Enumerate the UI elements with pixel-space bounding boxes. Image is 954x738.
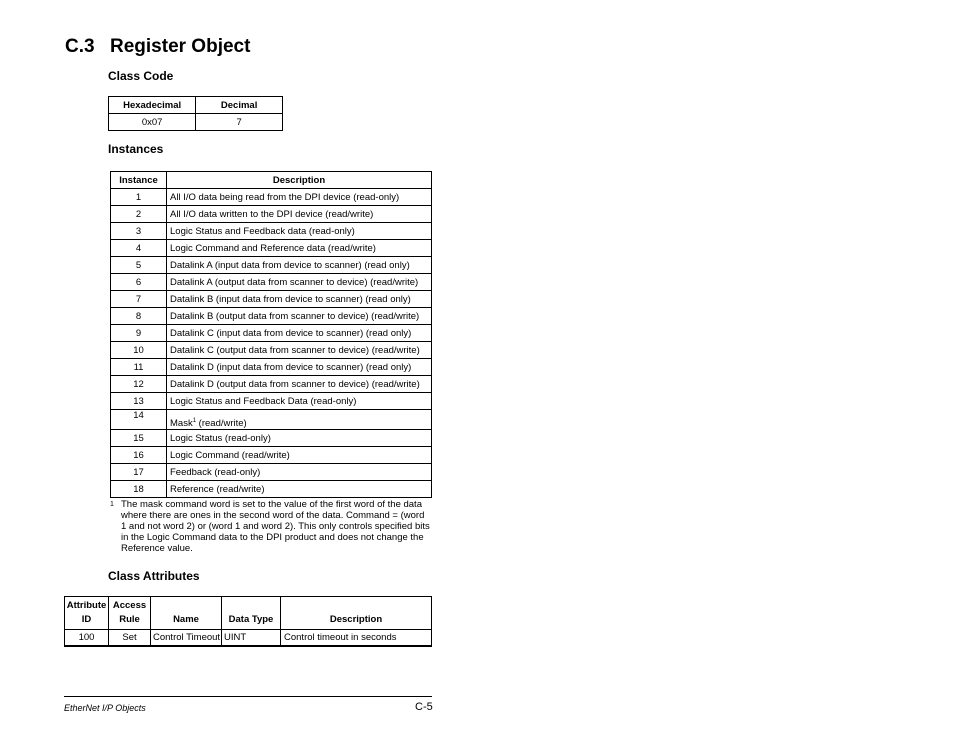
table-header: Data Type	[222, 597, 281, 630]
table-header: Instance	[111, 172, 167, 189]
table-cell: Logic Command (read/write)	[167, 447, 432, 464]
table-cell: All I/O data being read from the DPI device (read-only)	[167, 189, 432, 206]
table-cell: Set	[109, 630, 151, 647]
table-cell: 5	[111, 257, 167, 274]
class-attributes-heading: Class Attributes	[108, 569, 200, 583]
table-cell: 8	[111, 308, 167, 325]
table-row	[111, 481, 432, 498]
mask-suffix: (read/write)	[196, 418, 247, 429]
table-cell: All I/O data written to the DPI device (read/write)	[167, 206, 432, 223]
table-row	[111, 308, 432, 325]
table-cell: UINT	[222, 630, 281, 647]
table-cell: 100	[65, 630, 109, 647]
table-cell: Logic Status (read-only)	[167, 430, 432, 447]
table-cell: Datalink A (output data from scanner to device) (read/write)	[167, 274, 432, 291]
table-row	[111, 342, 432, 359]
table-cell: 4	[111, 240, 167, 257]
header-line: Rule	[119, 614, 140, 625]
header-line: ID	[81, 614, 92, 625]
table-cell: Control timeout in seconds	[281, 630, 432, 647]
table-cell: 12	[111, 376, 167, 393]
footnote-reference: 1	[192, 417, 197, 424]
table-row	[111, 274, 432, 291]
table-cell: 2	[111, 206, 167, 223]
table-cell: 15	[111, 430, 167, 447]
table-row	[111, 430, 432, 447]
table-row	[111, 393, 432, 410]
table-cell: Datalink D (input data from device to scanner) (read only)	[167, 359, 432, 376]
table-row	[111, 447, 432, 464]
table-header: Description	[167, 172, 432, 189]
table-cell: Logic Status and Feedback data (read-only)	[167, 223, 432, 240]
table-header: Description	[281, 597, 432, 630]
table-cell	[167, 410, 432, 430]
table-row	[111, 325, 432, 342]
table-cell: Feedback (read-only)	[167, 464, 432, 481]
table-cell: 3	[111, 223, 167, 240]
table-row	[111, 291, 432, 308]
table-header	[65, 597, 109, 630]
table-cell: 1	[111, 189, 167, 206]
table-cell: Datalink A (input data from device to scanner) (read only)	[167, 257, 432, 274]
table-cell: 6	[111, 274, 167, 291]
table-cell: Datalink B (input data from device to scanner) (read only)	[167, 291, 432, 308]
table-cell: 17	[111, 464, 167, 481]
table-row	[111, 464, 432, 481]
instances-table	[110, 171, 432, 498]
footnote-marker: 1	[110, 501, 114, 508]
instances-heading: Instances	[108, 142, 164, 156]
header-line: Attribute	[66, 600, 107, 611]
table-header: Decimal	[196, 97, 283, 114]
table-header: Name	[151, 597, 222, 630]
table-cell: Datalink D (output data from scanner to device) (read/write)	[167, 376, 432, 393]
class-attributes-table	[64, 596, 432, 647]
table-cell: Logic Command and Reference data (read/write)	[167, 240, 432, 257]
page-number: C-5	[415, 701, 433, 713]
table-cell: 13	[111, 393, 167, 410]
table-cell: 7	[196, 114, 283, 131]
table-row	[111, 359, 432, 376]
table-header	[109, 597, 151, 630]
header-line: Access	[112, 600, 147, 611]
table-cell: Control Timeout	[151, 630, 222, 647]
table-cell: Reference (read/write)	[167, 481, 432, 498]
table-row	[65, 630, 432, 647]
mask-label: Mask	[170, 418, 193, 429]
table-cell: 16	[111, 447, 167, 464]
table-row	[111, 240, 432, 257]
table-cell: 10	[111, 342, 167, 359]
footnote-text: The mask command word is set to the value of the first word of the data where there are ones in the second word of the data. Command = (word 1 and not word 2) or (word 1 and word 2). This only controls specified bits in the Logic Command data to the DPI product and does not change the Reference value.	[121, 499, 430, 554]
table-cell: 18	[111, 481, 167, 498]
class-code-heading: Class Code	[108, 69, 174, 83]
table-cell: 14	[111, 410, 167, 430]
table-cell: Datalink C (input data from device to scanner) (read only)	[167, 325, 432, 342]
table-row	[111, 206, 432, 223]
table-cell: 9	[111, 325, 167, 342]
class-code-table	[108, 96, 283, 131]
table-header: Hexadecimal	[109, 97, 196, 114]
table-row	[111, 189, 432, 206]
section-heading: Register Object	[110, 36, 251, 57]
footnote	[110, 499, 432, 554]
table-row	[111, 223, 432, 240]
table-cell: 0x07	[109, 114, 196, 131]
table-cell: Logic Status and Feedback Data (read-only)	[167, 393, 432, 410]
table-row	[111, 376, 432, 393]
table-row	[111, 410, 432, 430]
table-cell: 11	[111, 359, 167, 376]
table-row	[111, 257, 432, 274]
table-cell: Datalink C (output data from scanner to device) (read/write)	[167, 342, 432, 359]
footer-divider	[64, 696, 432, 697]
table-cell: 7	[111, 291, 167, 308]
section-title	[65, 36, 250, 58]
section-number: C.3	[65, 36, 95, 57]
footer-title: EtherNet I/P Objects	[64, 703, 146, 713]
table-cell: Datalink B (output data from scanner to device) (read/write)	[167, 308, 432, 325]
